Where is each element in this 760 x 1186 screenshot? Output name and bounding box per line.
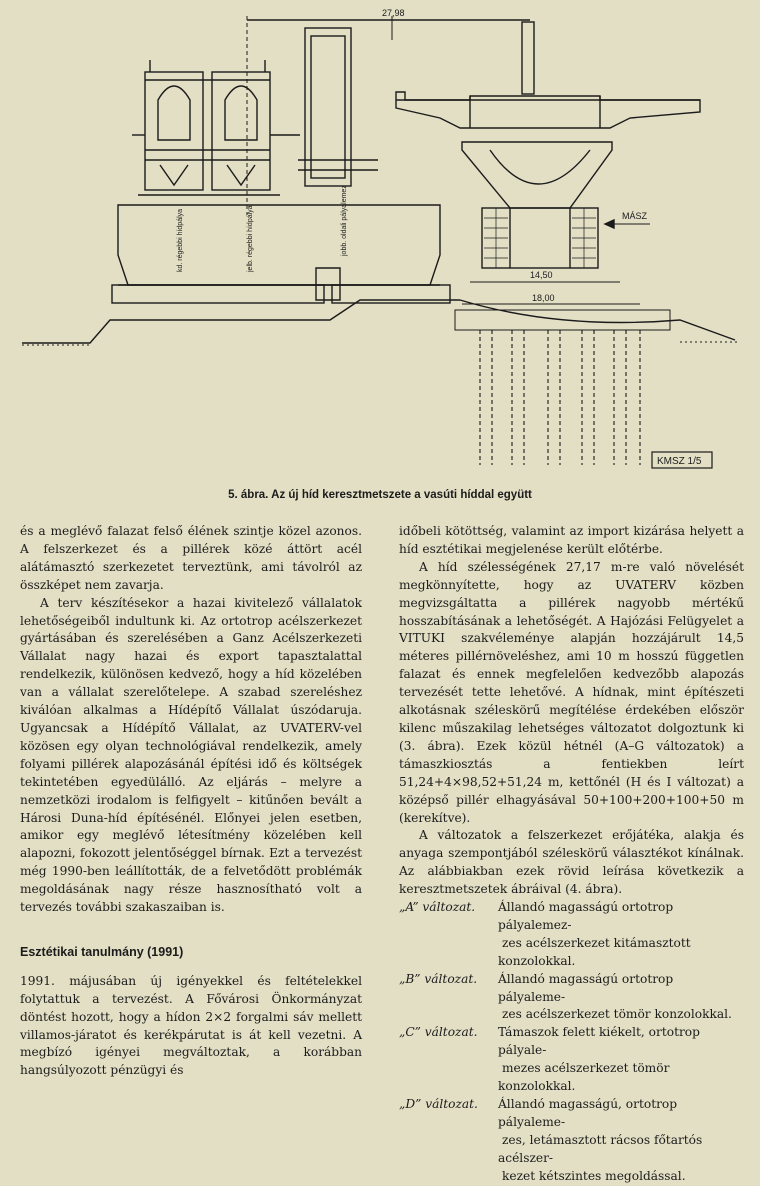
paragraph: A híd szélességének 27,17 m-re való növelését megkönnyítette, hogy az UVATERV közben megvizsgáltatta a pillérek nagyobb mértékű hosszabításának a lehetőségét. A Hajózási Felügyelet a VITUKI szakvéleménye alapján hozzájárult 14,5 méteres pillérnöveléshez, ami 10 m hosszú független falazat és ennek megfelelően kedvezőbb alapozás tervezését tette lehetővé. A hídnak, mint építészeti alkotásnak széleskörű megítélése érdekében először kilenc műszakilag lehetséges változatot dolgoztunk ki (3. ábra). Ezek közül hétnél (A–G változatok) a támaszkiosztás a fentiekben leírt 51,24+4×98,52+51,24 m, kettőnél (H és I változat) a középső pillér elhagyásával 50+100+200+100+50 m (kerekítve). [399,559,744,825]
variant-b [399,971,744,1025]
foundation-piles [480,330,640,465]
variant-line: Állandó magasságú ortotrop pályaleme- [498,971,674,1004]
variant-line: Állandó magasságú ortotrop pályalemez- [498,900,674,932]
vertical-label-1: kd. régebbi hídpálya [177,208,184,272]
variant-line: Állandó magasságú, ortotrop pályaleme- [498,1097,678,1129]
variant-d [399,1096,744,1186]
paragraph: időbeli kötöttség, valamint az import kizárása helyett a híd esztétikai megjelenése került előtérbe. [399,524,744,556]
new-bridge-deck [396,92,700,128]
vertical-label-3: jobb. oldali pályalemez [341,185,348,256]
variant-a [399,899,744,971]
variant-label: „A” változat. [399,900,476,915]
variant-label: „B” változat. [399,971,478,986]
paragraph: A terv készítésekor a hazai kivitelező vállalatok lehetőségeiből indultunk ki. Az ortotrop acélszerkezet gyártásában és szerelésében a Ganz Acélszerkezeti Vállalat nagy hazai és export tapasztalattal rendelkezik, különösen kedvező, hogy a híd közelében van a vállalat szerelőtelepe. A szabad szereléshez kiválóan alkalmas a Hídépítő Vállalat úszódaruja. Ugyancsak a Hídépítő Vállalat, az UVATERV-vel közösen egy olyan technológiával rendelkezik, amely folyami pillérek alapozásánál építési idő és költségek tekintetében egyedülálló. Az eljárás – melyre a nemzetközi irodalom is felfigyelt – kitűnően bevált a Hárosi Duna-híd építésénél. Előnyei jelen esetben, amikor egy meglévő létesítmény közelében kell alapozni, fokozott jelentőséggel bírnak. Ezt a tervezést még 1990-ben leállították, de a felvetődött problémák megoldásának nagy része hasznosítható volt a tervezés további szakaszaiban is. [20,595,362,915]
right-dimensions [462,211,650,304]
dimension-mid-label: 14,50 [530,270,553,280]
old-pier [112,205,450,303]
dimension-bottom-label: 18,00 [532,293,555,303]
variant-line: zes acélszerkezet tömör konzolokkal. [502,1007,732,1022]
section-heading: Esztétikai tanulmány (1991) [20,944,184,959]
figure-caption: 5. ábra. Az új híd keresztmetszete a vasúti híddal együtt [228,489,532,501]
variant-line: zes, letámasztott rácsos főtartós acélszer- [498,1132,703,1165]
new-bridge-pier [462,142,612,268]
right-column [399,523,744,1186]
mast [522,22,534,94]
variant-label: „C” változat. [399,1025,478,1040]
variant-label: „D” változat. [399,1097,478,1111]
paragraph: A változatok a felszerkezet erőjátéka, alakja és anyaga szempontjából széleskörű választékot kínálnak. Az alábbiakban ezek rövid leírása következik a keresztmetszetek ábráival (4. ábra). [399,828,744,897]
variant-line: Támaszok felett kiékelt, ortotrop pályale- [498,1025,700,1058]
variant-line: mezes acélszerkezet tömör konzolokkal. [498,1061,670,1094]
dimension-top-label: 27,98 [382,8,405,18]
variant-c [399,1024,744,1096]
variant-line: kezet kétszintes megoldással. [502,1168,686,1183]
cross-section-drawing [0,0,760,505]
paragraph: 1991. májusában új igényekkel és feltételekkel folytattuk a tervezést. A Fővárosi Önkormányzat döntést hozott, hogy a hídon 2×2 forgalmi sáv mellett villamos-járatot és kerékpárutat is át kell vezetni. A megbízó igényei megváltoztak, a korábban hangsúlyozott pénzügyi és [20,973,362,1078]
paragraph: és a meglévő falazat felső élének szintje közel azonos. A felszerkezet és a pillérek közé áttört acél alátámasztó szerkezetet terveztünk, ami távolról az összképet nem zavarja. [20,524,362,592]
vertical-label-2: jelb. régebbi hídpálya [247,205,254,272]
gantry-frame [298,28,378,186]
ground-line [22,300,740,345]
kmsz-label: KMSZ 1/5 [657,456,702,467]
railway-bridge-frames [132,60,300,195]
top-dimension-line [247,8,530,215]
masz-label: MÁSZ [622,211,648,221]
left-column [20,523,362,1080]
variant-line: zes acélszerkezet kitámasztott konzolokkal. [498,935,691,968]
